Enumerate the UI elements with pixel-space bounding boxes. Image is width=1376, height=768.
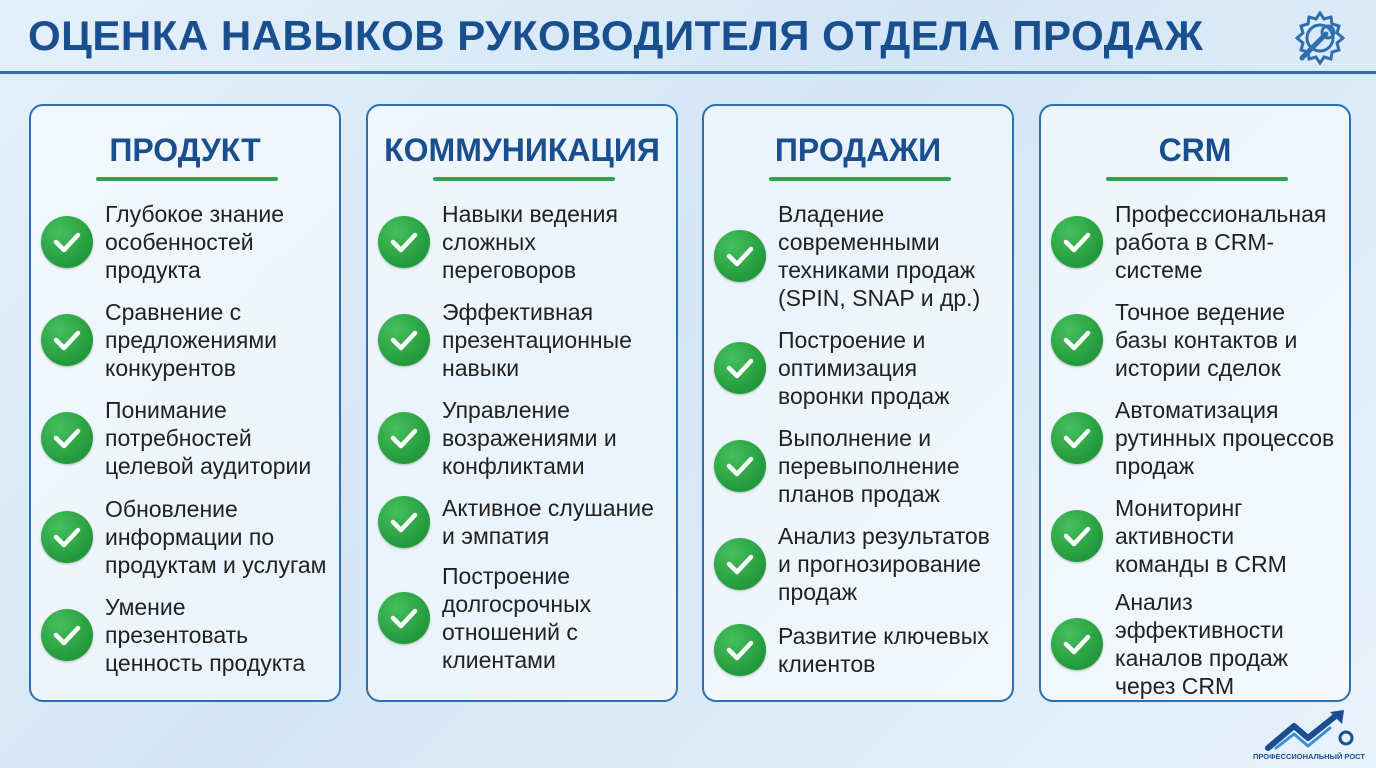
checkmark-icon: [378, 496, 430, 548]
checkmark-icon: [714, 624, 766, 676]
item-text: Навыки ведения сложных переговоров: [442, 201, 618, 283]
checkmark-icon: [41, 216, 93, 268]
item-text: Сравнение с предложениями конкурентов: [105, 299, 278, 381]
list-item: [714, 200, 1008, 312]
item-text: Эффективная презентационные навыки: [442, 299, 632, 381]
item-text: Обновление информации по продуктам и услугам: [105, 496, 327, 578]
item-text: Анализ эффективности каналов продаж через CRM: [1115, 589, 1289, 699]
list-item: [1051, 396, 1345, 480]
checkmark-icon: [714, 538, 766, 590]
logo-text: ПРОФЕССИОНАЛЬНЫЙ РОСТ: [1253, 752, 1365, 761]
item-text: Управление возражениями и конфликтами: [442, 397, 617, 479]
card-title: ПРОДАЖИ: [774, 132, 942, 168]
list-item: [41, 593, 335, 677]
list-item: [378, 298, 672, 382]
list-item: [378, 396, 672, 480]
list-item: [378, 562, 672, 674]
list-item: [378, 494, 672, 550]
checkmark-icon: [1051, 412, 1103, 464]
item-text: Построение долгосрочных отношений с клиентами: [442, 563, 592, 673]
title-underline: [96, 177, 278, 181]
list-item: [41, 396, 335, 480]
checkmark-icon: [378, 592, 430, 644]
item-text: Понимание потребностей целевой аудитории: [105, 397, 312, 479]
checkmark-icon: [41, 511, 93, 563]
checkmark-icon: [714, 230, 766, 282]
list-item: [41, 495, 335, 579]
item-text: Развитие ключевых клиентов: [778, 623, 989, 677]
checkmark-icon: [378, 412, 430, 464]
item-text: Выполнение и перевыполнение планов продаж: [778, 425, 960, 507]
gear-wrench-icon: [1290, 8, 1350, 68]
list-item: [714, 424, 1008, 508]
list-item: [1051, 494, 1345, 578]
list-item: [378, 200, 672, 284]
card-product: [29, 104, 341, 702]
item-text: Владение современными техниками продаж (SPIN, SNAP и др.): [778, 201, 981, 311]
card-crm: [1039, 104, 1351, 702]
item-text: Построение и оптимизация воронки продаж: [778, 327, 950, 409]
item-text: Точное ведение базы контактов и истории сделок: [1115, 299, 1298, 381]
list-item: [41, 298, 335, 382]
title-underline: [1106, 177, 1288, 181]
list-item: [41, 200, 335, 284]
item-text: Активное слушание и эмпатия: [442, 495, 654, 549]
header-divider: [0, 71, 1376, 74]
card-title: КОММУНИКАЦИЯ: [384, 132, 660, 168]
checkmark-icon: [1051, 216, 1103, 268]
title-underline: [769, 177, 951, 181]
list-item: [714, 326, 1008, 410]
checkmark-icon: [378, 314, 430, 366]
checkmark-icon: [1051, 314, 1103, 366]
header: [0, 0, 1376, 74]
item-text: Мониторинг активности команды в CRM: [1115, 495, 1287, 577]
list-item: [1051, 298, 1345, 382]
checkmark-icon: [41, 412, 93, 464]
card-sales: [702, 104, 1014, 702]
checkmark-icon: [378, 216, 430, 268]
checkmark-icon: [41, 609, 93, 661]
card-communication: [366, 104, 678, 702]
card-title: CRM: [1158, 132, 1232, 168]
item-text: Автоматизация рутинных процессов продаж: [1115, 397, 1335, 479]
list-item: [1051, 200, 1345, 284]
list-item: [714, 522, 1008, 606]
item-text: Умение презентовать ценность продукта: [105, 594, 306, 676]
card-title: ПРОДУКТ: [109, 132, 261, 168]
checkmark-icon: [714, 440, 766, 492]
page-title: ОЦЕНКА НАВЫКОВ РУКОВОДИТЕЛЯ ОТДЕЛА ПРОДАЖ: [28, 12, 1204, 59]
item-text: Профессиональная работа в CRM- системе: [1115, 201, 1327, 283]
checkmark-icon: [1051, 618, 1103, 670]
checkmark-icon: [714, 342, 766, 394]
checkmark-icon: [41, 314, 93, 366]
list-item: [714, 622, 1008, 678]
list-item: [1051, 588, 1345, 700]
item-text: Глубокое знание особенностей продукта: [105, 201, 284, 283]
item-text: Анализ результатов и прогнозирование продаж: [778, 523, 990, 605]
checkmark-icon: [1051, 510, 1103, 562]
title-underline: [433, 177, 615, 181]
